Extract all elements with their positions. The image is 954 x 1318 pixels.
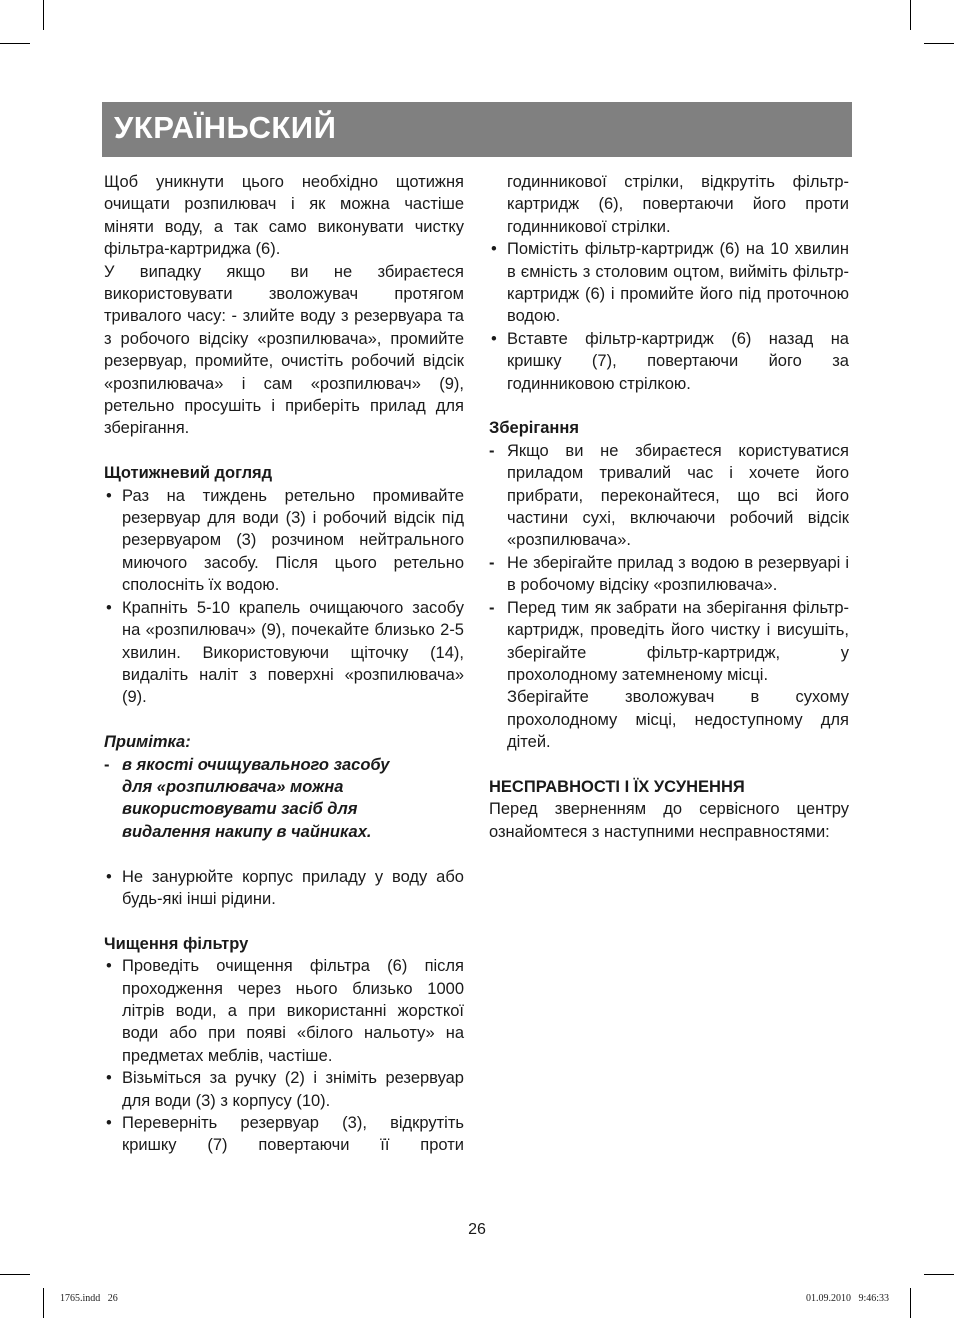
list-item: - Якщо ви не збираєтеся користуватися приладом тривалий час і хочете його прибрати, переконайтеся, що всі його частини сухі, включаючи робочий відсік «розпилювача». [489, 441, 849, 550]
bullet-marker: • [106, 957, 112, 976]
list-item: • Вставте фільтр-картридж (6) назад на кришку (7), повертаючи його за годинниковою стрілкою. [491, 329, 849, 393]
section-heading: Зберігання [489, 419, 579, 438]
crop-mark [43, 1288, 44, 1318]
list-item: • Крапніть 5-10 крапель очищаючого засобу на «розпилювач» (9), почекайте близько 2-5 хвилин. Використовуючи щіточку (14), видаліть наліт з поверхні «розпилювача» (9). [106, 598, 464, 707]
list-item: • Раз на тиждень ретельно промивайте резервуар для води (3) і робочий відсік під резервуаром (3) розчином нейтрального миючого засобу. Після цього ретельно сполосніть їх водою. [106, 486, 464, 595]
crop-mark [0, 1274, 30, 1275]
crop-mark [924, 43, 954, 44]
bullet-marker: • [491, 329, 497, 348]
paragraph: У випадку якщо ви не збираєтеся використовувати зволожувач протягом тривалого часу: - злийте воду з резервуара та з робочого відсіку «розпилювача», промийте резервуар, промийте, очистіть робочий відсік «розпилювача» і сам «розпилювач» (9), ретельно просушіть і приберіть прилад для зберігання. [104, 262, 464, 438]
bullet-marker: • [106, 598, 112, 617]
paragraph: Перед зверненням до сервісного центру ознайомтеся з наступними несправностями: [489, 800, 849, 841]
section-heading: НЕСПРАВНОСТІ І ЇХ УСУНЕННЯ [489, 777, 745, 796]
note-line: - в якості очищувального засобу [104, 754, 464, 776]
list-item: • Переверніть резервуар (3), відкрутіть кришку (7) повертаючи її проти [106, 1114, 464, 1155]
paragraph: Щоб уникнути цього необхідно щотижня очищати розпилювач і як можна частіше міняти воду, а так само виконувати чистку фільтра-картриджа (6). [104, 173, 464, 259]
bullet-marker: • [491, 240, 497, 259]
footer-date: 01.09.2010 9:46:33 [805, 1293, 889, 1304]
list-item: - Не зберігайте прилад з водою в резервуарі і в робочому відсіку «розпилювача». [489, 553, 849, 595]
page-number: 26 [468, 1221, 486, 1238]
bullet-marker: • [106, 867, 112, 886]
header-bar [102, 102, 852, 157]
bullet-marker: • [106, 1114, 112, 1132]
list-item: • Проведіть очищення фільтра (6) після проходження через нього близько 1000 літрів води, а при використанні жорсткої води або при появі «білого нальоту» на предметах меблів, частіше. [106, 957, 464, 1065]
dash-marker: - [489, 553, 495, 572]
paragraph: Зберігайте зволожувач в сухому прохолодному місці, недоступному для дітей. [507, 688, 849, 752]
list-item: • Візьміться за ручку (2) і зніміть резервуар для води (3) з корпусу (10). [106, 1069, 464, 1110]
page-title: УКРАЇНЬСКИЙ [114, 110, 337, 145]
left-column [104, 171, 464, 1157]
dash-marker: - [489, 598, 495, 617]
dash-marker: - [104, 755, 110, 774]
paragraph: годинникової стрілки, відкрутіть фільтр-картридж (6), повертаючи його проти годинникової стрілки. [507, 173, 849, 236]
list-item: • Помістіть фільтр-картридж (6) на 10 хвилин в ємність з столовим оцтом, вийміть фільтр-картридж (6) і промийте його під проточною водою. [491, 240, 849, 326]
note-line: використовувати засіб для [122, 800, 358, 819]
section-heading: Чищення фільтру [104, 934, 249, 953]
note-title: Примітка: [104, 733, 191, 752]
note-line: для «розпилювача» можна [122, 777, 344, 796]
crop-mark [910, 0, 911, 30]
section-heading: Щотижневий догляд [104, 464, 273, 483]
dash-marker: - [489, 441, 495, 460]
list-item: • Не занурюйте корпус приладу у воду або будь-які інші рідини. [106, 867, 464, 908]
list-item: - Перед тим як забрати на зберігання фільтр-картридж, проведіть його чистку і висушіть, зберігайте фільтр-картридж, у прохолодному затемненому місці. [489, 598, 849, 684]
crop-mark [924, 1274, 954, 1275]
footer-file: 1765.indd 26 [60, 1293, 118, 1304]
right-column [489, 171, 849, 843]
bullet-marker: • [106, 486, 112, 505]
bullet-marker: • [106, 1069, 112, 1088]
crop-mark [910, 1288, 911, 1318]
note-line: видалення накипу в чайниках. [122, 822, 372, 841]
crop-mark [43, 0, 44, 30]
crop-mark [0, 43, 30, 44]
